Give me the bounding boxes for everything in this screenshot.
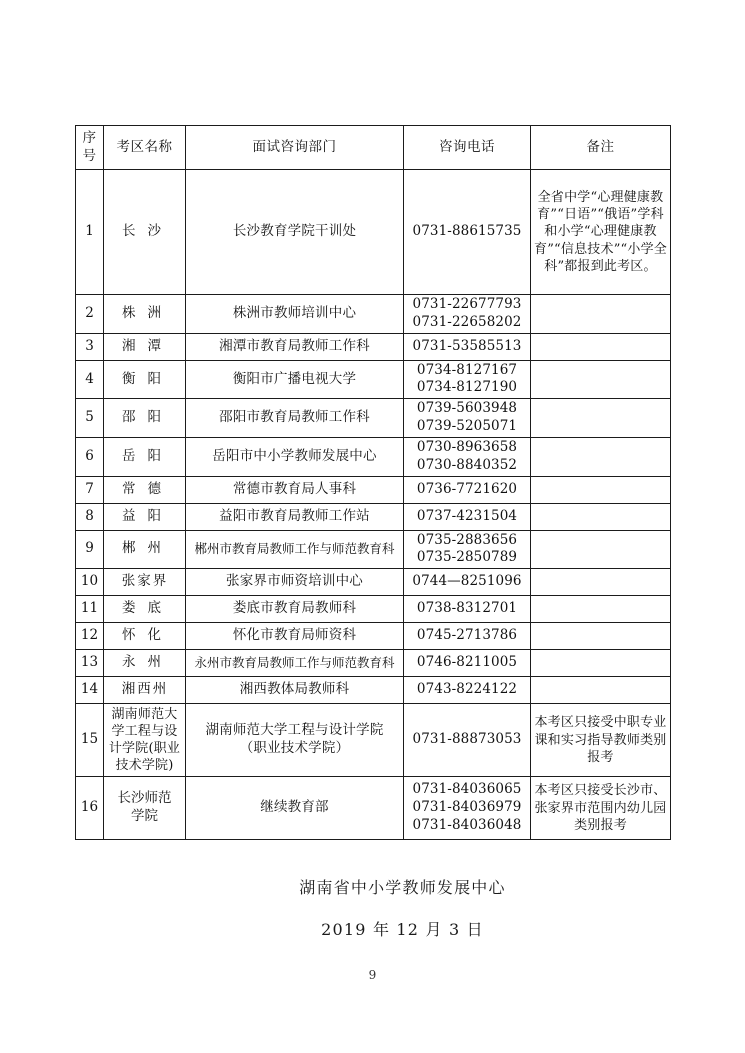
phone-number: 0738-8312701: [416, 600, 518, 617]
phone-number: 0731-88873053: [412, 731, 522, 748]
remark-text: 本考区只接受中职专业课和实习指导教师类别报考: [534, 715, 667, 765]
table-row: [76, 295, 671, 334]
table-row: [76, 476, 671, 503]
district-name-text: 湘西州: [121, 681, 169, 698]
phone-number: 0739-5603948: [416, 400, 518, 417]
phone-number: 0734-8127190: [416, 379, 518, 396]
phone-number: 0735-2883656: [416, 531, 518, 548]
phone-number: 0731-53585513: [412, 337, 522, 354]
cell-remark: [531, 596, 671, 623]
phone-number: 0739-5205071: [416, 418, 518, 435]
cell-phone: [404, 704, 531, 777]
phone-number: 0734-8127167: [416, 361, 518, 378]
cell-district: [104, 437, 186, 476]
cell-department: 娄底市教育局教师科: [186, 596, 404, 623]
exam-district-table: [75, 125, 671, 840]
cell-sequence: 13: [76, 650, 104, 677]
cell-sequence: 11: [76, 596, 104, 623]
table-row: [76, 596, 671, 623]
phone-number: 0731-84036065: [412, 781, 522, 798]
cell-remark: [531, 503, 671, 530]
phone-number: 0737-4231504: [416, 507, 518, 524]
district-name-text: 郴州: [122, 540, 173, 557]
cell-district: [104, 569, 186, 596]
phone-number: 0744—8251096: [412, 573, 522, 590]
department-line2: （职业技术学院）: [239, 740, 350, 757]
cell-remark: [531, 704, 671, 777]
table-row: [76, 569, 671, 596]
phone-number: 0735-2850789: [416, 549, 518, 566]
department-line1: 湖南师范大学工程与设计学院: [205, 722, 384, 739]
cell-district: [104, 503, 186, 530]
remark-text: 本考区只接受长沙市、张家界市范围内幼儿园类别报考: [534, 783, 667, 833]
cell-department: 湘潭市教育局教师工作科: [186, 333, 404, 360]
cell-sequence: 14: [76, 677, 104, 704]
cell-district: [104, 623, 186, 650]
phone-number: 0731-84036979: [412, 799, 522, 816]
cell-department: 邵阳市教育局教师工作科: [186, 399, 404, 438]
cell-district: [104, 650, 186, 677]
signature-organization: 湖南省中小学教师发展中心: [299, 878, 506, 897]
cell-remark: [531, 530, 671, 569]
table-header: [76, 126, 671, 170]
district-name-text: 岳阳: [122, 447, 173, 464]
column-header-sequence: [76, 126, 104, 170]
table-row: [76, 503, 671, 530]
cell-sequence: 16: [76, 777, 104, 840]
cell-remark: [531, 650, 671, 677]
cell-sequence: 1: [76, 170, 104, 295]
cell-district: 湖南师范大学工程与设计学院(职业技术学院): [104, 704, 186, 777]
cell-sequence: 5: [76, 399, 104, 438]
cell-sequence: 15: [76, 704, 104, 777]
phone-number: 0736-7721620: [416, 480, 518, 497]
phone-number: 0731-88615735: [412, 223, 522, 240]
table-header-row: [76, 126, 671, 170]
cell-department: 益阳市教育局教师工作站: [186, 503, 404, 530]
table-row: [76, 623, 671, 650]
table-row: [76, 437, 671, 476]
cell-sequence: 12: [76, 623, 104, 650]
district-name-text: 邵阳: [122, 409, 173, 426]
cell-phone: [404, 295, 531, 334]
cell-remark: [531, 437, 671, 476]
phone-number: 0745-2713786: [416, 627, 518, 644]
district-name-text: 张家界: [121, 573, 169, 590]
cell-district: [104, 360, 186, 399]
page-number: 9: [368, 968, 377, 982]
cell-district: [104, 530, 186, 569]
cell-department: 继续教育部: [186, 777, 404, 840]
signature-date: 2019 年 12 月 3 日: [321, 919, 484, 939]
cell-phone: [404, 650, 531, 677]
cell-district: [104, 677, 186, 704]
cell-department: 衡阳市广播电视大学: [186, 360, 404, 399]
table-row: [76, 777, 671, 840]
cell-district: [104, 399, 186, 438]
cell-remark: [531, 360, 671, 399]
table-row: [76, 650, 671, 677]
cell-department: 怀化市教育局师资科: [186, 623, 404, 650]
column-header-district: 考区名称: [104, 126, 186, 170]
cell-phone: [404, 530, 531, 569]
table-row: [76, 399, 671, 438]
cell-remark: [531, 399, 671, 438]
table-row: [76, 333, 671, 360]
cell-sequence: 6: [76, 437, 104, 476]
table-row: [76, 360, 671, 399]
district-name-text: 永州: [122, 654, 173, 671]
remark-text: 全省中学“心理健康教育”“日语”“俄语”学科和小学“心理健康教育”“信息技术”“小学全科”都报到此考区。: [534, 190, 667, 274]
cell-department: 岳阳市中小学教师发展中心: [186, 437, 404, 476]
column-header-sequence-line2: 号: [82, 147, 97, 164]
column-header-department: 面试咨询部门: [186, 126, 404, 170]
phone-number: 0731-22677793: [412, 296, 522, 312]
phone-number: 0743-8224122: [416, 681, 518, 698]
table-row: [76, 677, 671, 704]
district-name-text: 娄底: [122, 600, 173, 617]
cell-remark: [531, 623, 671, 650]
district-name-text: 株洲: [122, 304, 173, 321]
cell-district: [104, 333, 186, 360]
cell-phone: [404, 170, 531, 295]
cell-phone: [404, 360, 531, 399]
cell-department: 株洲市教师培训中心: [186, 295, 404, 334]
cell-sequence: 4: [76, 360, 104, 399]
cell-remark: [531, 677, 671, 704]
cell-phone: [404, 503, 531, 530]
phone-number: 0730-8840352: [416, 456, 518, 473]
cell-department: 长沙教育学院干训处: [186, 170, 404, 295]
district-name-text: 怀化: [122, 627, 173, 644]
cell-district: [104, 170, 186, 295]
cell-department: 常德市教育局人事科: [186, 476, 404, 503]
district-name-text: 衡阳: [122, 370, 173, 387]
cell-department: 湘西教体局教师科: [186, 677, 404, 704]
column-header-remark: 备注: [531, 126, 671, 170]
cell-sequence: 7: [76, 476, 104, 503]
cell-phone: [404, 437, 531, 476]
district-line2: 学院: [131, 808, 158, 825]
table-row: [76, 704, 671, 777]
column-header-phone: 咨询电话: [404, 126, 531, 170]
district-name-text: 湘潭: [122, 337, 173, 354]
cell-phone: [404, 623, 531, 650]
cell-remark: [531, 333, 671, 360]
cell-department: 郴州市教育局教师工作与师范教育科: [186, 530, 404, 569]
cell-department: 张家界市师资培训中心: [186, 569, 404, 596]
cell-phone: [404, 569, 531, 596]
cell-phone: [404, 677, 531, 704]
phone-number: 0746-8211005: [416, 654, 518, 671]
cell-sequence: 10: [76, 569, 104, 596]
cell-department: 永州市教育局教师工作与师范教育科: [186, 650, 404, 677]
column-header-sequence-line1: 序: [82, 129, 97, 146]
table-row: [76, 170, 671, 295]
district-name-text: 益阳: [122, 507, 173, 524]
cell-phone: [404, 476, 531, 503]
table-body: [76, 170, 671, 840]
cell-sequence: 2: [76, 295, 104, 334]
cell-sequence: 3: [76, 333, 104, 360]
exam-district-table-container: [75, 125, 670, 840]
cell-remark: [531, 777, 671, 840]
cell-district: [104, 596, 186, 623]
cell-phone: [404, 399, 531, 438]
cell-remark: [531, 295, 671, 334]
cell-district: [104, 295, 186, 334]
cell-phone: [404, 333, 531, 360]
phone-number: 0731-22658202: [412, 313, 522, 330]
cell-phone: [404, 596, 531, 623]
phone-number: 0731-84036048: [412, 817, 522, 834]
cell-phone: [404, 777, 531, 840]
district-name-text: 长沙: [122, 223, 173, 240]
phone-number: 0730-8963658: [416, 438, 518, 455]
district-name-text: 常德: [122, 480, 173, 497]
cell-sequence: 9: [76, 530, 104, 569]
cell-sequence: 8: [76, 503, 104, 530]
cell-department: [186, 704, 404, 777]
cell-district: [104, 476, 186, 503]
signature-block: [0, 875, 745, 942]
cell-district: [104, 777, 186, 840]
cell-remark: [531, 569, 671, 596]
district-line1: 长沙师范: [117, 790, 172, 807]
cell-remark: [531, 476, 671, 503]
table-row: [76, 530, 671, 569]
cell-remark: [531, 170, 671, 295]
